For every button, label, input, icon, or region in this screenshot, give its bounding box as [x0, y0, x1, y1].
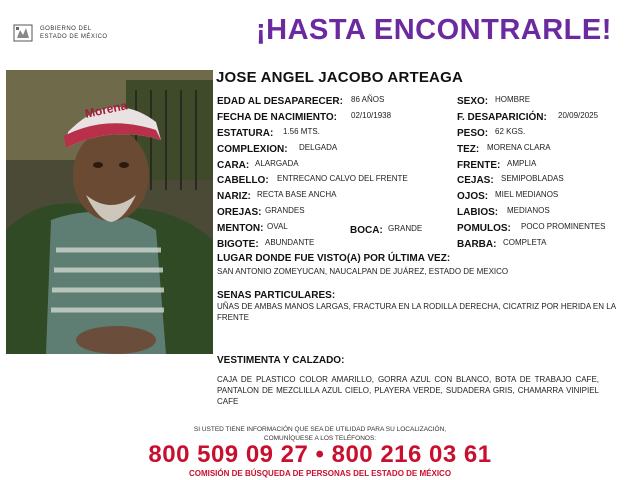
sexo-label: SEXO: [457, 96, 489, 107]
pomulos-value: POCO PROMINENTES [521, 222, 606, 231]
menton-label: MENTON: [217, 223, 264, 234]
edad-value: 86 AÑOS [351, 95, 385, 104]
logo-line-2: ESTADO DE MÉXICO [40, 34, 108, 40]
labios-label: LABIOS: [457, 207, 499, 218]
vestimenta-text: CAJA DE PLASTICO COLOR AMARILLO, GORRA AZUL CON BLANCO, BOTA DE TRABAJO CAFE, PANTALON DE MEZCLILLA AZUL CIELO, PLAYERA VERDE, SUDADERA GRIS, CHAMARRA VINIPIEL CAFE [217, 375, 599, 406]
senas-heading: SENAS PARTICULARES: [217, 290, 336, 301]
commission-name: COMISIÓN DE BÚSQUEDA DE PERSONAS DEL ESTADO DE MÉXICO [188, 469, 452, 478]
lugar-heading: LUGAR DONDE FUE VISTO(A) POR ÚLTIMA VEZ: [217, 253, 451, 264]
row-frente [457, 157, 537, 171]
nariz-value: RECTA BASE ANCHA [257, 190, 337, 199]
labios-value: MEDIANOS [507, 206, 550, 215]
nacimiento-label: FECHA DE NACIMIENTO: [217, 112, 337, 123]
cabello-value: ENTRECANO CALVO DEL FRENTE [277, 174, 408, 183]
row-ojos [457, 188, 559, 202]
menton-value: OVAL [267, 222, 288, 231]
bigote-value: ABUNDANTE [265, 238, 315, 247]
cejas-value: SEMIPOBLADAS [501, 174, 564, 183]
logo-line-1: GOBIERNO DEL [40, 26, 92, 32]
row-cara [217, 157, 299, 171]
person-name: JOSE ANGEL JACOBO ARTEAGA [216, 69, 463, 86]
lugar-text: SAN ANTONIO ZOMEYUCAN, NAUCALPAN DE JUÁREZ, ESTADO DE MEXICO [217, 267, 509, 276]
cejas-label: CEJAS: [457, 175, 494, 186]
fdesaparicion-value: 20/09/2025 [558, 111, 599, 120]
complexion-value: DELGADA [299, 143, 338, 152]
estatura-label: ESTATURA: [217, 128, 274, 139]
row-nariz [217, 188, 337, 202]
frente-value: AMPLIA [507, 159, 537, 168]
row-sexo [457, 93, 531, 107]
bigote-label: BIGOTE: [217, 239, 259, 250]
row-tez [457, 141, 551, 155]
coat-of-arms-icon [12, 22, 34, 44]
row-pomulos [457, 220, 606, 234]
row-estatura [217, 125, 320, 139]
peso-value: 62 KGS. [495, 127, 526, 136]
missing-person-photo [6, 70, 213, 354]
government-logo [8, 20, 118, 50]
barba-value: COMPLETA [503, 238, 547, 247]
row-menton [217, 220, 288, 234]
row-cabello [217, 172, 408, 186]
row-bigote [217, 236, 315, 250]
barba-label: BARBA: [457, 239, 497, 250]
nacimiento-value: 02/10/1938 [351, 111, 392, 120]
ojos-value: MIEL MEDIANOS [495, 190, 559, 199]
row-cejas [457, 172, 564, 186]
cabello-label: CABELLO: [217, 175, 269, 186]
vestimenta-heading: VESTIMENTA Y CALZADO: [217, 355, 345, 366]
edad-label: EDAD AL DESAPARECER: [217, 96, 343, 107]
tez-label: TEZ: [457, 144, 480, 155]
boca-label: BOCA: [350, 225, 383, 236]
ojos-label: OJOS: [457, 191, 489, 202]
row-edad [217, 93, 385, 107]
row-barba [457, 236, 547, 250]
frente-label: FRENTE: [457, 160, 501, 171]
cara-value: ALARGADA [255, 159, 299, 168]
pomulos-label: POMULOS: [457, 223, 511, 234]
boca-value: GRANDE [388, 224, 423, 233]
nariz-label: NARIZ: [217, 191, 251, 202]
fdesaparicion-label: F. DESAPARICIÓN: [457, 112, 547, 123]
tez-value: MORENA CLARA [487, 143, 551, 152]
estatura-value: 1.56 MTS. [283, 127, 320, 136]
orejas-value: GRANDES [265, 206, 305, 215]
row-nacimiento [217, 109, 392, 123]
contact-note-line-1: SI USTED TIENE INFORMACIÓN QUE SEA DE UTILIDAD PARA SU LOCALIZACIÓN, [193, 426, 447, 433]
photo-illustration [6, 70, 213, 354]
row-orejas [217, 204, 305, 218]
row-boca [350, 222, 423, 236]
row-fdesaparicion [457, 109, 599, 123]
orejas-label: OREJAS: [217, 207, 262, 218]
cap-logo-text: Morena [83, 98, 129, 121]
cara-label: CARA: [217, 160, 250, 171]
phone-numbers: 800 509 09 27 • 800 216 03 61 [148, 441, 492, 468]
row-peso [457, 125, 526, 139]
headline: ¡HASTA ENCONTRARLE! [256, 14, 612, 46]
complexion-label: COMPLEXION: [217, 144, 288, 155]
peso-label: PESO: [457, 128, 489, 139]
row-labios [457, 204, 550, 218]
senas-text: UÑAS DE AMBAS MANOS LARGAS, FRACTURA EN LA RODILLA DERECHA, CICATRIZ POR HERIDA EN LA FRENTE [217, 302, 616, 322]
sexo-value: HOMBRE [495, 95, 531, 104]
contact-note-line-2: COMUNÍQUESE A LOS TELÉFONOS: [263, 435, 377, 442]
row-complexion [217, 141, 338, 155]
